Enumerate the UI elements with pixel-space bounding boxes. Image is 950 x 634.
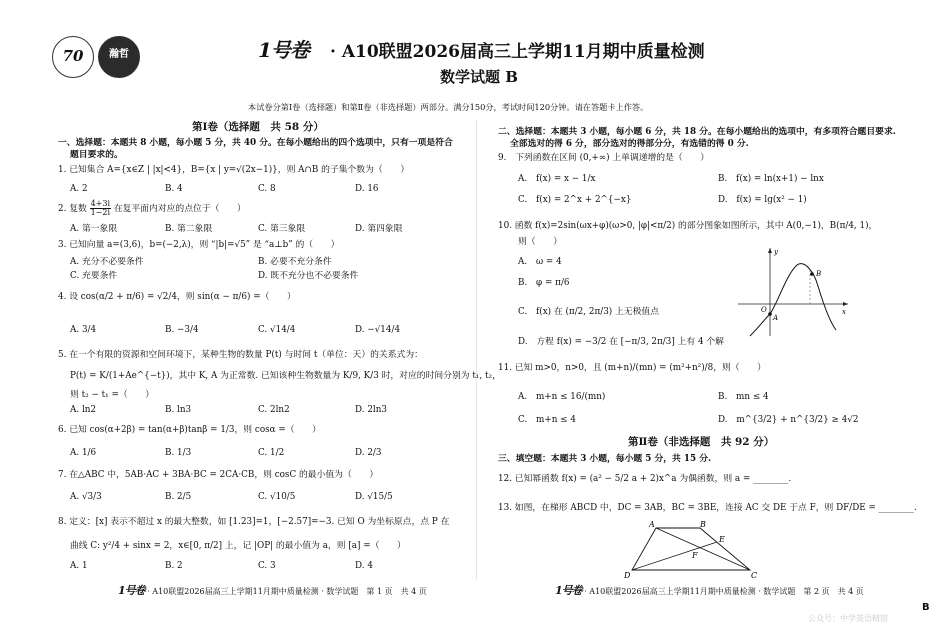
section1-heading-cont: 题目要求的。: [70, 150, 123, 160]
q2-option-a: A. 第一象限: [70, 224, 118, 234]
trap-label-b: B: [700, 520, 706, 529]
trap-label-d: D: [624, 571, 631, 580]
question-1: 1. 已知集合 A={x∈Z | |x|<4}，B={x | y=√(2x−1)}，则 A∩B 的子集个数为（ ）: [58, 165, 410, 175]
exam-subtitle: 数学试题 B: [440, 68, 518, 86]
q7-option-a: A. √3/3: [70, 492, 102, 502]
q9-option-b: B. f(x) = ln(x+1) − lnx: [718, 174, 824, 184]
q10-option-c: C. f(x) 在 (π/2, 2π/3) 上无极值点: [518, 307, 659, 317]
q11-option-d: D. m^{3/2} + n^{3/2} ≥ 4√2: [718, 415, 859, 425]
question-13: 13. 如图，在梯形 ABCD 中，DC = 3AB，BC = 3BE，连接 AC 交 DE 于点 F，则 DF/DE = ________.: [498, 503, 917, 513]
q4-option-d: D. −√14/4: [355, 325, 401, 335]
q6-option-d: D. 2/3: [355, 448, 382, 458]
sine-graph-figure: [734, 240, 854, 340]
q10-option-a: A. ω = 4: [518, 257, 562, 267]
question-3: 3. 已知向量 a=(3,6)，b=(−2,λ)，则 “|b|=√5” 是 “a⊥b” 的（ ）: [58, 240, 340, 250]
q8-option-d: D. 4: [355, 561, 373, 571]
graph-label-b: B: [816, 270, 822, 278]
q2-numerator: 4+3i: [90, 199, 111, 208]
q2-option-d: D. 第四象限: [355, 224, 403, 234]
graph-label-y: y: [774, 248, 778, 256]
footer-right: [555, 584, 864, 598]
q2-fraction: [90, 200, 111, 217]
trap-label-e: E: [719, 535, 725, 544]
trap-label-f: F: [692, 551, 698, 560]
q8-option-c: C. 3: [258, 561, 276, 571]
x-axis-arrow: [843, 302, 848, 306]
q6-option-c: C. 1/2: [258, 448, 285, 458]
brand-logo: 1号卷: [258, 38, 309, 62]
graph-label-a: A: [773, 314, 779, 322]
question-2: [58, 200, 246, 217]
brand-mark: [258, 38, 309, 63]
point-a-marker: [768, 312, 772, 316]
q1-option-a: A. 2: [70, 184, 88, 194]
section2-heading-cont: 全部选对的得 6 分，部分选对的得部分分，有选错的得 0 分.: [510, 139, 749, 149]
column-divider: [476, 120, 477, 580]
q2-option-c: C. 第三象限: [258, 224, 306, 234]
segment-ac: [656, 528, 750, 570]
q11-option-c: C. m+n ≤ 4: [518, 415, 576, 425]
y-axis-arrow: [768, 248, 772, 253]
footer-left: [118, 584, 427, 598]
graph-label-x: x: [842, 308, 846, 316]
watermark-text: 公众号：中学英语精馆: [808, 614, 888, 623]
sine-curve: [750, 264, 836, 336]
q3-option-d: D. 既不充分也不必要条件: [258, 271, 359, 281]
q2-option-b: B. 第二象限: [165, 224, 213, 234]
education-seal-logo: [98, 36, 140, 78]
point-b-marker: [810, 272, 814, 276]
q3-option-a: A. 充分不必要条件: [70, 257, 144, 267]
q5-option-d: D. 2ln3: [355, 405, 388, 415]
section2-heading: 二、选择题：本题共 3 小题，每小题 6 分，共 18 分。在每小题给出的选项中，有多项符合题目要求.: [498, 127, 896, 137]
q9-option-d: D. f(x) = lg(x² − 1): [718, 195, 807, 205]
question-4: 4. 设 cos(α/2 + π/6) = √2/4，则 sin(α − π/6) =（ ）: [58, 292, 296, 302]
question-12: 12. 已知幂函数 f(x) = (a² − 5/2 a + 2)x^a 为偶函数，则 a = ________.: [498, 474, 792, 484]
question-5-line-2: P(t) = K/(1+Ae^{−t})，其中 K, A 为正常数. 已知该种生物数量为 K/9, K/3 时，对应的时间分别为 t₁, t₂，: [70, 371, 501, 381]
q11-option-a: A. m+n ≤ 16/(mn): [518, 392, 606, 402]
question-6: 6. 已知 cos(α+2β) = tan(α+β)tanβ = 1/3，则 cosα =（ ）: [58, 425, 321, 435]
seal-logo-text: 70: [62, 47, 84, 65]
question-9: 9. 下列函数在区间 (0,+∞) 上单调递增的是（ ）: [498, 153, 710, 163]
q2-prefix: 2. 复数: [58, 204, 87, 214]
footer-left-text: · A10联盟2026届高三上学期11月期中质量检测 · 数学试题 第 1 页 共 4 页: [147, 587, 427, 596]
question-7: 7. 在△ABC 中，5AB·AC + 3BA·BC = 2CA·CB，则 cosC 的最小值为（ ）: [58, 470, 379, 480]
q1-option-c: C. 8: [258, 184, 276, 194]
q10-option-d: D. 方程 f(x) = −3/2 在 [−π/3, 2π/3] 上有 4 个解: [518, 337, 724, 347]
trap-label-c: C: [751, 571, 758, 580]
q6-option-a: A. 1/6: [70, 448, 97, 458]
q1-option-d: D. 16: [355, 184, 379, 194]
volume1-title: 第Ⅰ卷（选择题 共 58 分）: [192, 121, 324, 133]
exam-title: · A10联盟2026届高三上学期11月期中质量检测: [330, 42, 705, 62]
section1-heading: 一、选择题：本题共 8 小题，每小题 5 分，共 40 分。在每小题给出的四个选项中，只有一项是符合: [58, 138, 453, 148]
question-11: 11. 已知 m>0，n>0，且 (m+n)/(mn) = (m²+n²)/8，则（ ）: [498, 363, 766, 373]
q7-option-c: C. √10/5: [258, 492, 296, 502]
paper-version-mark: B: [922, 602, 930, 613]
q4-option-c: C. √14/4: [258, 325, 296, 335]
segment-de: [632, 542, 717, 570]
trap-label-a: A: [649, 520, 655, 529]
q6-option-b: B. 1/3: [165, 448, 192, 458]
q9-option-c: C. f(x) = 2^x + 2^{−x}: [518, 195, 632, 205]
question-5-line-1: 5. 在一个有限的资源和空间环境下，某种生物的数量 P(t) 与时间 t（单位：天）的关系式为：: [58, 350, 423, 360]
footer-brand-left: 1号卷: [118, 584, 145, 597]
section3-heading: 三、填空题：本题共 3 小题，每小题 5 分，共 15 分.: [498, 454, 712, 464]
school-seal-logo: [52, 36, 94, 78]
q8-option-b: B. 2: [165, 561, 183, 571]
q5-option-c: C. 2ln2: [258, 405, 290, 415]
question-10-line-2: 则（ ）: [518, 237, 562, 247]
q5-option-a: A. ln2: [70, 405, 97, 415]
question-10-line-1: 10. 函数 f(x)=2sin(ωx+φ)(ω>0, |φ|<π/2) 的部分图象如图所示，其中 A(0,−1)，B(π/4, 1)，: [498, 221, 878, 231]
volume2-title: 第Ⅱ卷（非选择题 共 92 分）: [628, 436, 775, 448]
q7-option-d: D. √15/5: [355, 492, 393, 502]
graph-label-origin: O: [761, 306, 767, 314]
trapezoid-figure: [620, 518, 770, 580]
question-5-line-3: 则 t₂ − t₁ =（ ）: [70, 390, 155, 400]
trapezoid-abcd: [632, 528, 750, 570]
seal-logo-text-2: 瀚哲: [109, 49, 129, 60]
footer-right-text: · A10联盟2026届高三上学期11月期中质量检测 · 数学试题 第 2 页 共 4 页: [584, 587, 864, 596]
q11-option-b: B. mn ≤ 4: [718, 392, 769, 402]
q2-suffix: 在复平面内对应的点位于（ ）: [113, 204, 246, 214]
q2-denominator: 1−2i: [90, 208, 111, 217]
q4-option-b: B. −3/4: [165, 325, 199, 335]
footer-brand-right: 1号卷: [555, 584, 582, 597]
q4-option-a: A. 3/4: [70, 325, 97, 335]
q7-option-b: B. 2/5: [165, 492, 192, 502]
exam-instructions: 本试卷分第Ⅰ卷（选择题）和第Ⅱ卷（非选择题）两部分。满分150分，考试时间120分钟。请在答题卡上作答。: [248, 102, 649, 112]
q10-option-b: B. φ = π/6: [518, 278, 570, 288]
question-8-line-2: 曲线 C: y²/4 + sinx = 2，x∈[0, π/2] 上，记 |OP| 的最小值为 a，则 [a] =（ ）: [70, 541, 406, 551]
q8-option-a: A. 1: [70, 561, 88, 571]
q1-option-b: B. 4: [165, 184, 183, 194]
q9-option-a: A. f(x) = x − 1/x: [518, 174, 596, 184]
question-8-line-1: 8. 定义：[x] 表示不超过 x 的最大整数，如 [1.23]=1，[−2.57]=−3. 已知 O 为坐标原点，点 P 在: [58, 517, 450, 527]
q5-option-b: B. ln3: [165, 405, 192, 415]
q3-option-b: B. 必要不充分条件: [258, 257, 332, 267]
q3-option-c: C. 充要条件: [70, 271, 118, 281]
